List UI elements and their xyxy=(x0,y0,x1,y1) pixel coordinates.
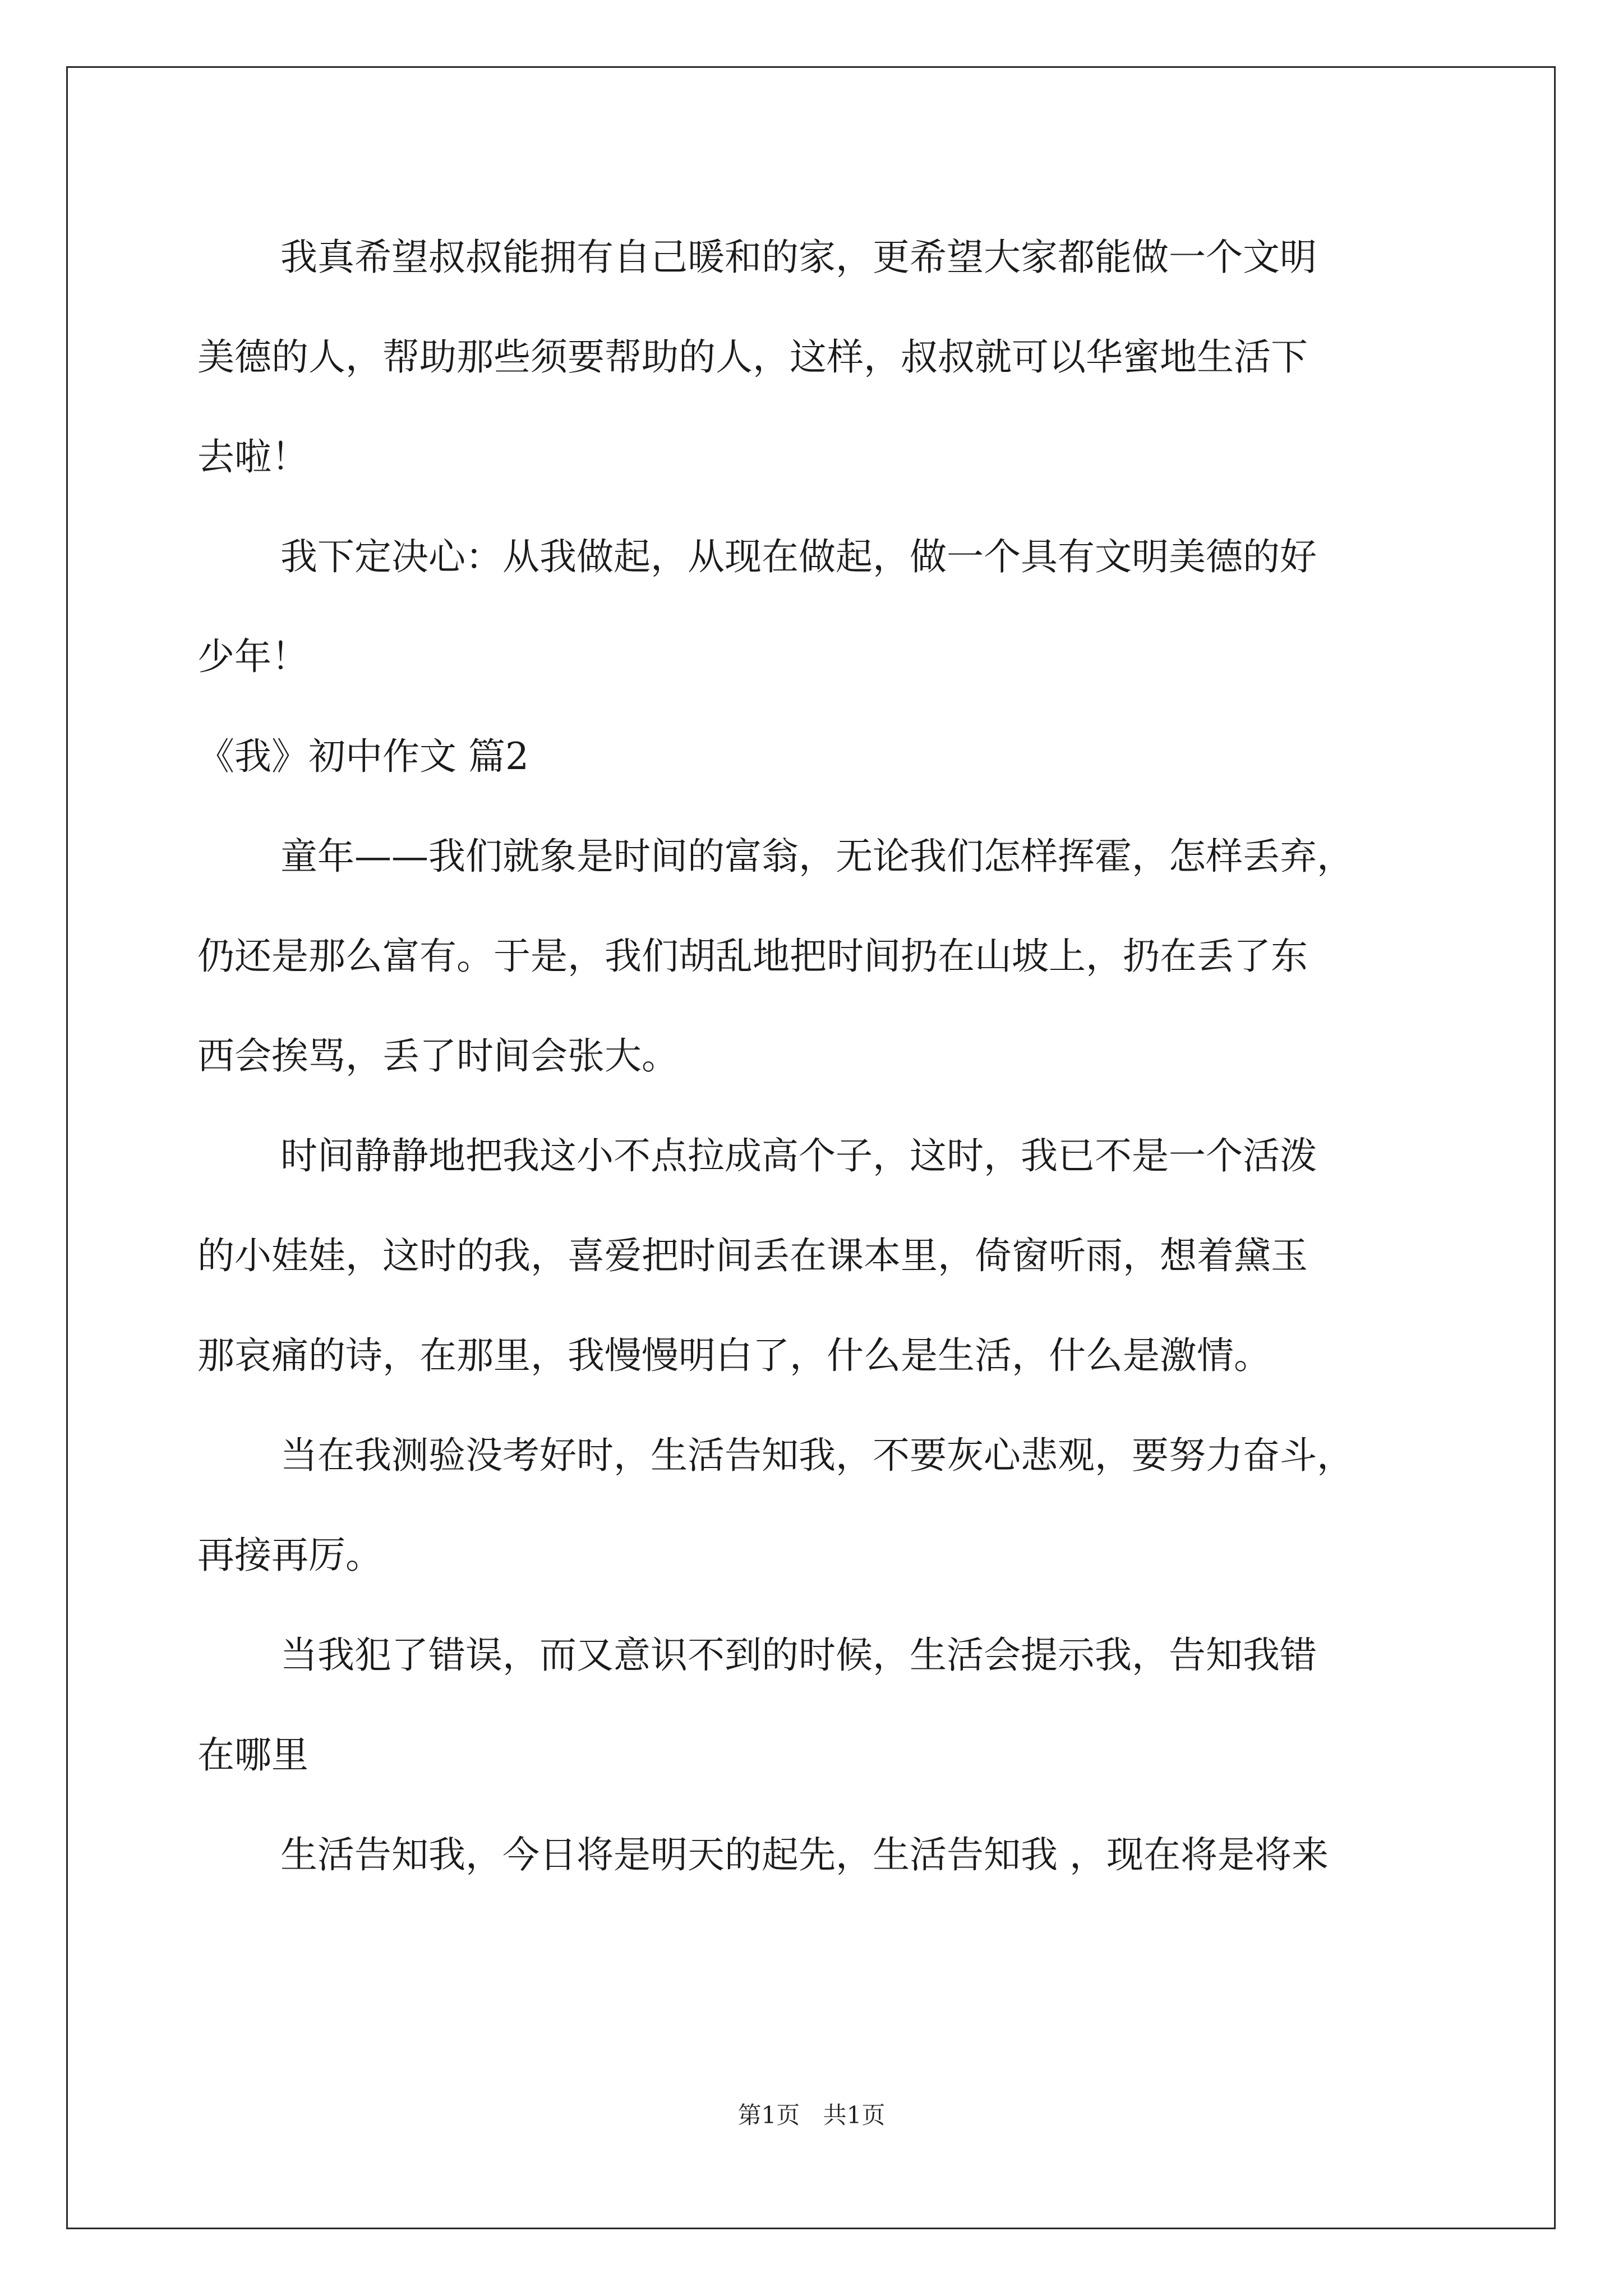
page-number: 第1页 xyxy=(737,2101,800,2129)
text-line: 当在我测验没考好时，生活告知我，不要灰心悲观，要努力奋斗， xyxy=(280,1434,1354,1477)
text-line: 在哪里 xyxy=(197,1733,308,1777)
text-line: 生活告知我，今日将是明天的起先，生活告知我 ，现在将是将来 xyxy=(280,1833,1329,1876)
document-body xyxy=(197,208,1431,1905)
text-line: 时间静静地把我这小不点拉成高个子，这时，我已不是一个活泼 xyxy=(280,1134,1317,1177)
text-line: 当我犯了错误，而又意识不到的时候，生活会提示我，告知我错 xyxy=(280,1634,1317,1677)
text-line: 童年——我们就象是时间的富翁，无论我们怎样挥霍，怎样丢弃， xyxy=(280,835,1354,878)
text-line: 西会挨骂，丢了时间会张大。 xyxy=(197,1034,679,1078)
text-line: 少年！ xyxy=(197,635,308,678)
section-heading: 《我》初中作文 篇2 xyxy=(197,735,529,778)
text-line: 仍还是那么富有。于是，我们胡乱地把时间扔在山坡上，扔在丢了东 xyxy=(197,935,1308,978)
text-line: 再接再厉。 xyxy=(197,1534,382,1577)
text-line: 美德的人，帮助那些须要帮助的人，这样，叔叔就可以华蜜地生活下 xyxy=(197,335,1308,379)
page-footer xyxy=(0,2097,1623,2131)
page-total: 共1页 xyxy=(823,2101,886,2129)
text-line: 我真希望叔叔能拥有自己暖和的家，更希望大家都能做一个文明 xyxy=(280,236,1317,279)
text-line: 的小娃娃，这时的我，喜爱把时间丢在课本里，倚窗听雨，想着黛玉 xyxy=(197,1234,1308,1277)
text-line: 去啦！ xyxy=(197,435,308,478)
text-line: 那哀痛的诗，在那里，我慢慢明白了，什么是生活，什么是激情。 xyxy=(197,1334,1271,1377)
text-line: 我下定决心：从我做起，从现在做起，做一个具有文明美德的好 xyxy=(280,535,1317,578)
